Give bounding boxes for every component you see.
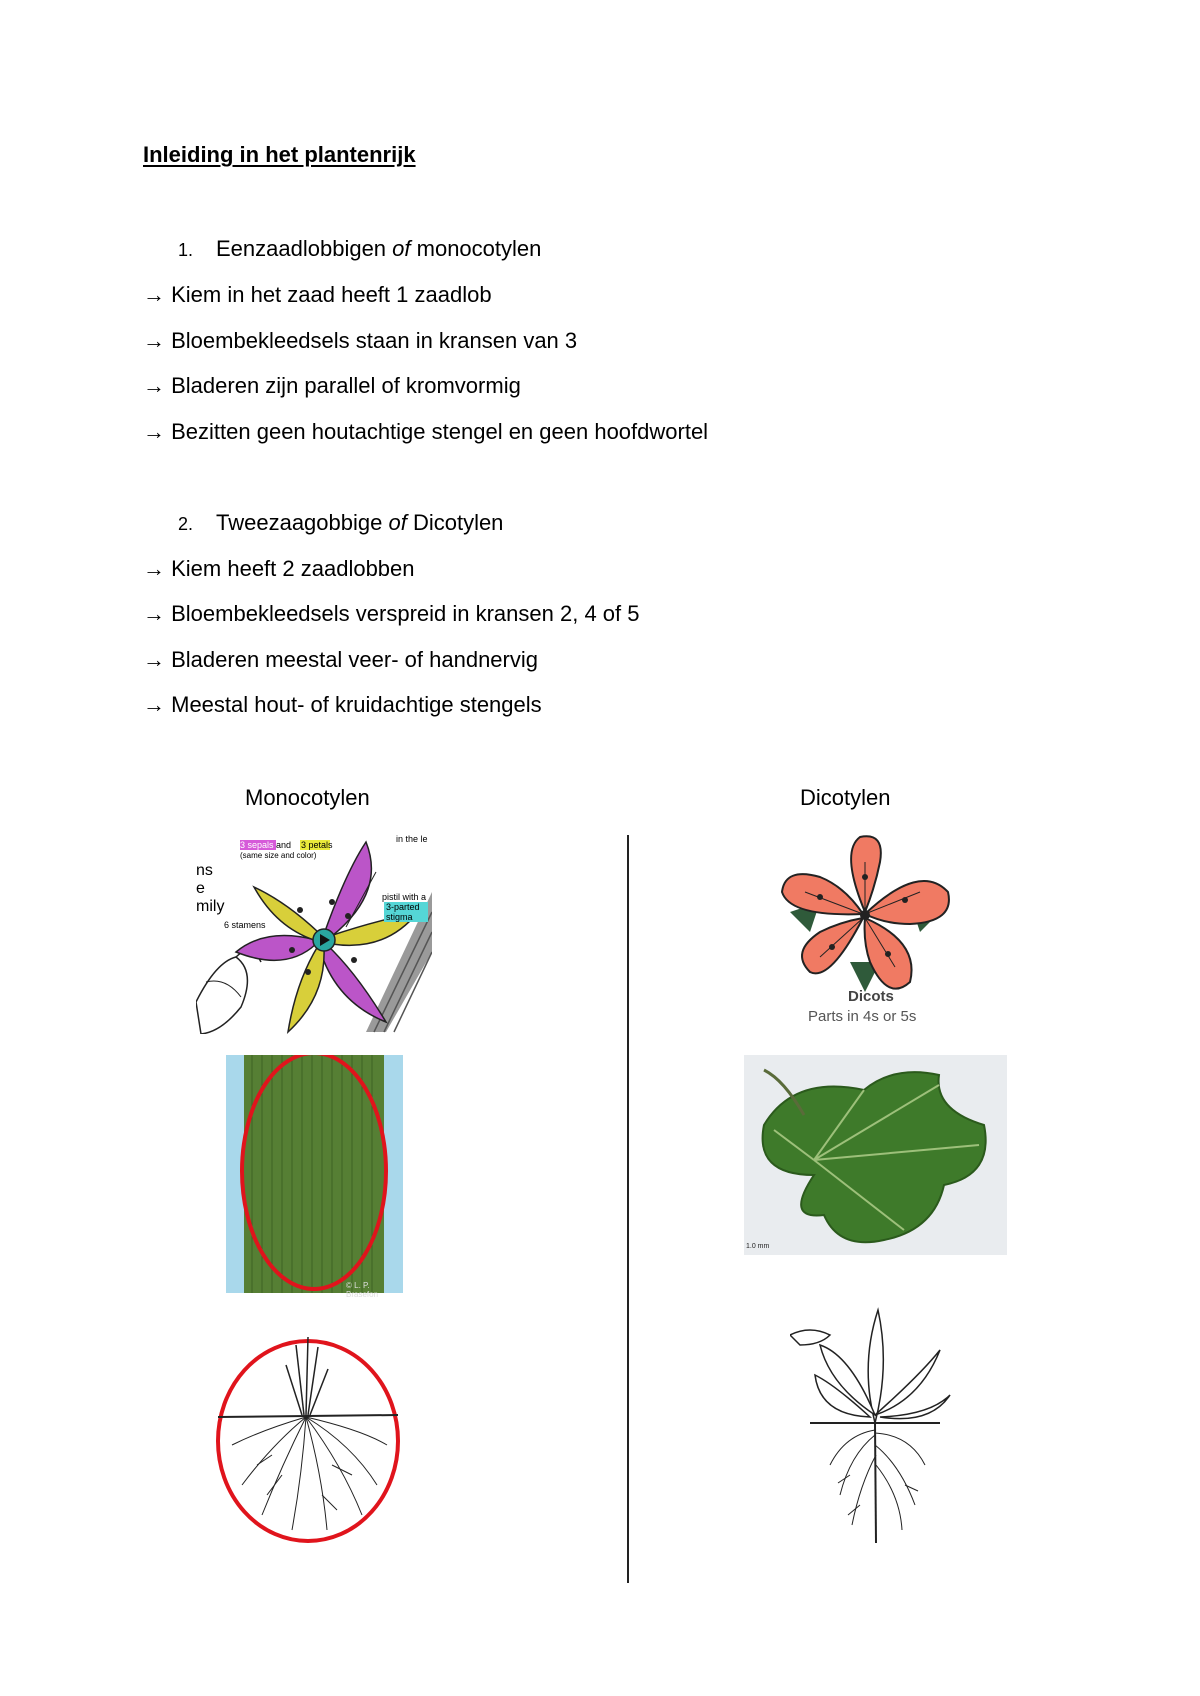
label-e: e [196,880,205,897]
column-title-monocotylen: Monocotylen [245,785,370,810]
label-stamens: 6 stamens [224,920,266,930]
label-3-parted: 3-parted [386,902,420,912]
list-item: → Meestal hout- of kruidachtige stengels [143,692,542,717]
dicot-flower-image [770,832,960,997]
list-item: → Bloembekleedsels staan in kransen van 3 [143,328,578,353]
dicot-leaf-figure [744,1055,1007,1255]
section-1-number: 1. [178,240,194,260]
label-pistil: pistil with a [382,892,427,902]
label-ns: ns [196,862,213,879]
section-1-heading-post: monocotylen [410,236,542,261]
section-1-heading-em: of [392,236,411,261]
section-1-heading-pre: Eenzaadlobbigen [216,236,393,261]
column-title-dicotylen: Dicotylen [800,785,891,810]
leaf-credit: © L. P. Brasefon [346,1281,379,1299]
label-and: and [276,840,292,850]
leaf-scale: 1.0 mm [746,1243,770,1250]
dicot-flower-caption-title: Dicots [848,988,894,1005]
dicot-root-figure [790,1305,960,1545]
label-sepals: 3 sepals [240,840,274,850]
dicot-flower-caption-text: Parts in 4s or 5s [808,1008,917,1025]
label-same-size: (same size and color) [240,851,317,860]
monocot-flower-figure [196,832,432,1034]
list-item: → Bloembekleedsels verspreid in kransen 2, 4 of 5 [143,601,640,626]
page-title: Inleiding in het plantenrijk [143,142,416,167]
monocot-flower-image [196,832,432,1034]
column-divider [627,835,629,1583]
list-item: → Kiem in het zaad heeft 1 zaadlob [143,282,492,307]
section-2-heading [178,510,503,536]
monocot-leaf-image [226,1055,403,1293]
section-2-number: 2. [178,514,194,534]
label-petals: 3 petals [301,840,333,850]
dicot-flower-figure [770,832,960,997]
monocot-root-figure [212,1335,404,1547]
monocot-leaf-figure [226,1055,403,1299]
label-mily: mily [196,898,225,915]
list-item: → Bladeren zijn parallel of kromvormig [143,373,521,398]
list-item: → Kiem heeft 2 zaadlobben [143,556,415,581]
section-1-heading [178,236,541,262]
monocot-root-image [212,1335,404,1547]
label-stigma: stigma [386,912,413,922]
section-2-heading-post: Dicotylen [406,510,504,535]
list-item: → Bezitten geen houtachtige stengel en geen hoofdwortel [143,419,709,444]
dicot-leaf-image [744,1055,1007,1255]
dicot-root-image [790,1305,960,1545]
section-2-heading-em: of [388,510,407,535]
list-item: → Bladeren meestal veer- of handnervig [143,647,538,672]
label-in-the-leg: in the le [396,834,428,844]
section-2-heading-pre: Tweezaagobbige [216,510,389,535]
